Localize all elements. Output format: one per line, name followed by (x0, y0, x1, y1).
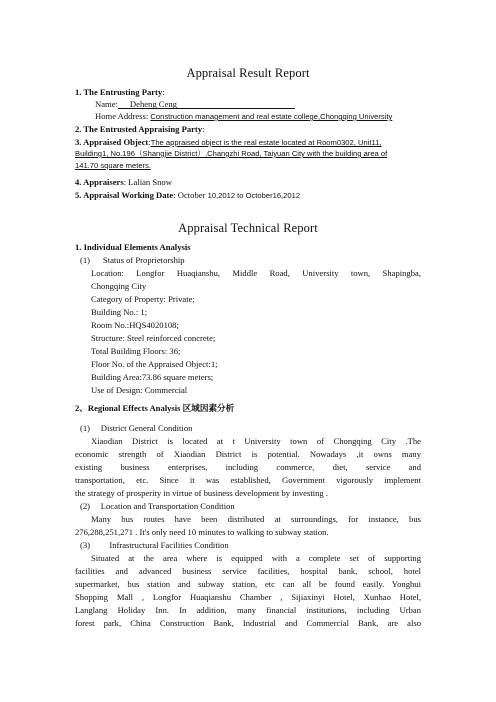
transportation-heading: (2) Location and Transportation Condition (80, 501, 235, 511)
infrastructure-line-2: facilities and advanced business service facilities, hospital bank, school, hotel (75, 566, 421, 576)
transportation-line-1: Many bus routes have been distributed at surroundings, for instance, bus (91, 514, 421, 524)
appraisers-value: : Lalian Snow (123, 177, 172, 187)
location-line1: Location: Longfor Huaqianshu, Middle Road, University town, Shapingba, (91, 268, 421, 278)
proprietorship-heading: (1) Status of Proprietorship (80, 255, 185, 265)
structure-line: Structure: Steel reinforced concrete; (91, 333, 216, 343)
individual-elements-heading: 1. Individual Elements Analysis (75, 242, 191, 252)
entrusted-party-heading: 2. The Entrusted Appraising Party: (75, 124, 205, 134)
appraisers-row: 4. Appraisers: Lalian Snow (75, 177, 172, 187)
transportation-line-2: 276,288,251,271 . It's only need 10 minutes to walking to subway station. (75, 527, 329, 537)
district-line-2: economic strength of Xiaodian District is potential. Nowadays ,it owns many (75, 449, 421, 459)
working-date-row: 5. Appraisal Working Date: October 10,2012 to October16,2012 (75, 190, 301, 200)
location-line2: Chongqing City (91, 281, 147, 291)
district-condition-heading: (1) District General Condition (80, 423, 193, 433)
category-line: Category of Property: Private; (91, 294, 195, 304)
appraised-object-row: 3. Appraised Object:The appraised object is the real estate located at Room0302, Unit11, (75, 137, 382, 147)
name-underline (118, 99, 295, 109)
infrastructure-line-4: Shopping Mall , Longfor Huaqianshu Chamber , Sijiaxinyi Hotel, Xunhao Hotel, (75, 592, 421, 602)
district-line-1: Xiaodian District is located at t University town of Chongqing City .The (91, 436, 421, 446)
name-label: Name: (95, 99, 118, 109)
room-no-line: Room No.:HQS4020108; (91, 320, 179, 330)
area-line: Building Area:73.86 square meters; (91, 372, 214, 382)
infrastructure-line-3: supermarket, bus station and subway station, etc can all be found easily. Yonghui (75, 579, 421, 589)
regional-effects-heading: 2、Regional Effects Analysis 区域因素分析 (75, 403, 235, 413)
district-line-5: the strategy of prosperity in virtue of business development by investing . (75, 488, 328, 498)
address-value: Construction management and real estate college,Chongqing University (150, 112, 393, 121)
appraised-object-line1: The appraised object is the real estate located at Room0302, Unit11, (150, 138, 382, 147)
address-label: Home Address: (95, 111, 149, 121)
entrusting-party-heading: 1. The Entrusting Party: (75, 87, 165, 97)
floor-no-line: Floor No. of the Appraised Object:1; (91, 359, 218, 369)
technical-report-title: Appraisal Technical Report (178, 221, 318, 235)
building-no-line: Building No.: 1; (91, 307, 148, 317)
name-value: Deheng Ceng (129, 99, 177, 109)
use-line: Use of Design: Commercial (91, 385, 188, 395)
address-row (95, 111, 392, 122)
infrastructure-line-1: Situated at the area where is equipped with a complete set of supporting (91, 553, 421, 563)
infrastructure-line-6: forest park, China Construction Bank, Industrial and Commercial Bank, are also (75, 618, 421, 628)
district-line-4: transportation, etc. Since it was established, Government vigorously implement (75, 475, 421, 485)
appraised-object-line3: 141.70 square meters. (75, 161, 151, 170)
appraised-object-line2: Building1, No.196（Shangjie District）,Changzhi Road, Taiyuan City with the building area of (75, 149, 388, 158)
infrastructure-heading: (3) Infrastructural Facilities Condition (80, 540, 229, 550)
floors-line: Total Building Floors: 36; (91, 346, 181, 356)
infrastructure-line-5: Langlang Holiday Inn. In addition, many financial institutions, including Urban (75, 605, 421, 615)
working-date-value: 10,2012 to October16,2012 (207, 191, 301, 200)
name-row (95, 99, 295, 109)
result-report-title: Appraisal Result Report (186, 66, 310, 80)
district-line-3: existing business enterprises, including commerce, diet, service and (75, 462, 421, 472)
